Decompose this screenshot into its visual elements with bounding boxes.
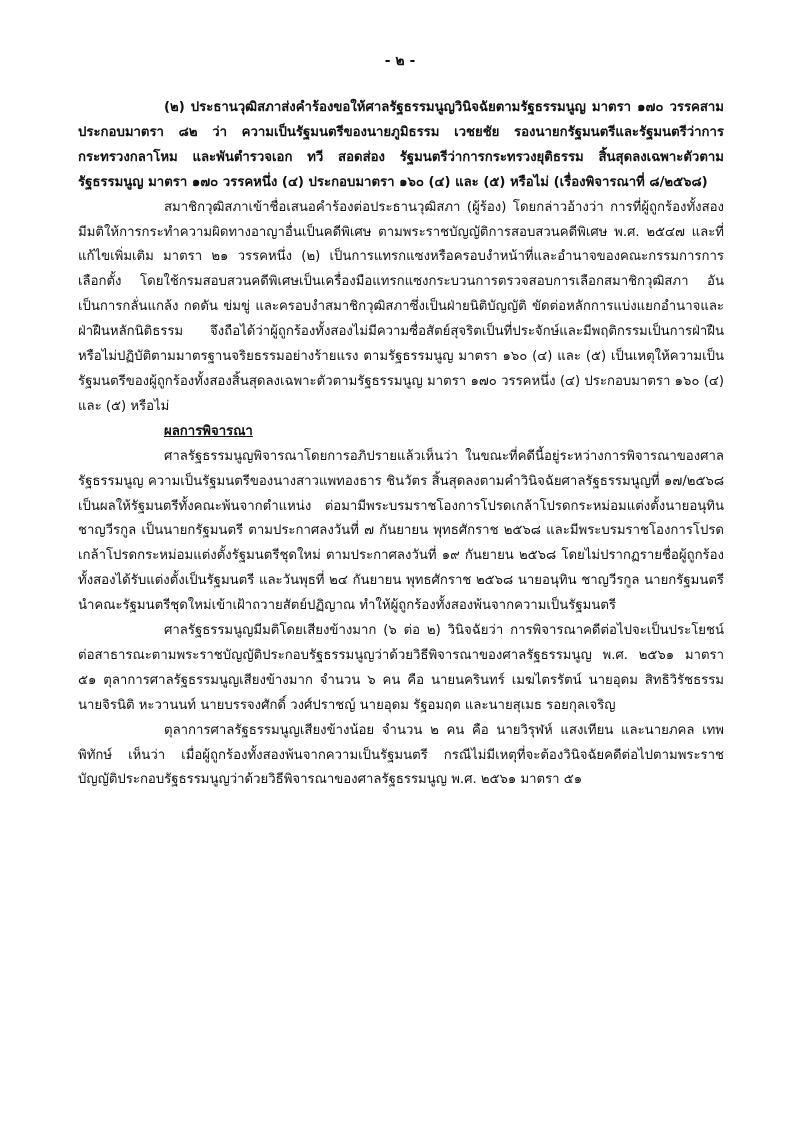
result-paragraph-2: ศาลรัฐธรรมนูญมีมติโดยเสียงข้างมาก (๖ ต่อ ๒) วินิจฉัยว่า การพิจารณาคดีต่อไปจะเป็นประโยชน์ต่อสาธารณะตามพระราชบัญญัติประกอบรัฐธรรมนูญว่าด้วยวิธีพิจารณาของศาลรัฐธรรมนูญ พ.ศ. ๒๕๖๑ มาตรา ๕๑ ตุลาการศาลรัฐธรรมนูญเสียงข้างมาก จำนวน ๖ คน คือ นายนครินทร์ เมฆไตรรัตน์ นายอุดม สิทธิวิรัชธรรม นายจิรนิติ หะวานนท์ นายบรรจงศักดิ์ วงศ์ปราชญ์ นายอุดม รัฐอมฤต และนายสุเมธ รอยกุลเจริญ [78, 623, 724, 713]
result-heading: ผลการพิจารณา [164, 423, 253, 439]
result-paragraph-3: ตุลาการศาลรัฐธรรมนูญเสียงข้างน้อย จำนวน ๒ คน คือ นายวิรุฬห์ แสงเทียน และนายภคล เทพพิทักษ์ เห็นว่า เมื่อผู้ถูกร้องทั้งสองพ้นจากความเป็นรัฐมนตรี กรณีไม่มีเหตุที่จะต้องวินิจฉัยคดีต่อไปตามพระราชบัญญัติประกอบรัฐธรรมนูญว่าด้วยวิธีพิจารณาของศาลรัฐธรรมนูญ พ.ศ. ๒๕๖๑ มาตรา ๕๑ [78, 722, 724, 788]
case-title: (๒) ประธานวุฒิสภาส่งคำร้องขอให้ศาลรัฐธรรมนูญวินิจฉัยตามรัฐธรรมนูญ มาตรา ๑๗๐ วรรคสาม ประกอบมาตรา ๘๒ ว่า ความเป็นรัฐมนตรีของนายภูมิธรรม เวชยชัย รองนายกรัฐมนตรีและรัฐมนตรีว่าการกระทรวงกลาโหม และพันตำรวจเอก ทวี สอดส่อง รัฐมนตรีว่าการกระทรวงยุติธรรม สิ้นสุดลงเฉพาะตัวตามรัฐธรรมนูญ มาตรา ๑๗๐ วรรคหนึ่ง (๔) ประกอบมาตรา ๑๖๐ (๔) และ (๕) หรือไม่ (เรื่องพิจารณาที่ ๘/๒๕๖๘) [78, 100, 724, 190]
petition-paragraph: สมาชิกวุฒิสภาเข้าชื่อเสนอคำร้องต่อประธานวุฒิสภา (ผู้ร้อง) โดยกล่าวอ้างว่า การที่ผู้ถูกร้องทั้งสองมีมติให้การกระทำความผิดทางอาญาอื่นเป็นคดีพิเศษ ตามพระราชบัญญัติการสอบสวนคดีพิเศษ พ.ศ. ๒๕๔๗ และที่แก้ไขเพิ่มเติม มาตรา ๒๑ วรรคหนึ่ง (๒) เป็นการแทรกแซงหรือครอบงำหน้าที่และอำนาจของคณะกรรมการการเลือกตั้ง โดยใช้กรมสอบสวนคดีพิเศษเป็นเครื่องมือแทรกแซงกระบวนการตรวจสอบการเลือกสมาชิกวุฒิสภา อันเป็นการกลั่นแกล้ง กดดัน ข่มขู่ และครอบงำสมาชิกวุฒิสภาซึ่งเป็นฝ่ายนิติบัญญัติ ขัดต่อหลักการแบ่งแยกอำนาจและฝ่าฝืนหลักนิติธรรม จึงถือได้ว่าผู้ถูกร้องทั้งสองไม่มีความซื่อสัตย์สุจริตเป็นที่ประจักษ์และมีพฤติกรรมเป็นการฝ่าฝืนหรือไม่ปฏิบัติตามมาตรฐานจริยธรรมอย่างร้ายแรง ตามรัฐธรรมนูญ มาตรา ๑๖๐ (๔) และ (๕) เป็นเหตุให้ความเป็นรัฐมนตรีของผู้ถูกร้องทั้งสองสิ้นสุดลงเฉพาะตัวตามรัฐธรรมนูญ มาตรา ๑๗๐ วรรคหนึ่ง (๔) ประกอบมาตรา ๑๖๐ (๔) และ (๕) หรือไม่ [78, 199, 724, 414]
document-body [78, 96, 724, 793]
result-paragraph-1: ศาลรัฐธรรมนูญพิจารณาโดยการอภิปรายแล้วเห็นว่า ในขณะที่คดีนี้อยู่ระหว่างการพิจารณาของศาลรัฐธรรมนูญ ความเป็นรัฐมนตรีของนางสาวแพทองธาร ชินวัตร สิ้นสุดลงตามคำวินิจฉัยศาลรัฐธรรมนูญที่ ๑๗/๒๕๖๘ เป็นผลให้รัฐมนตรีทั้งคณะพ้นจากตำแหน่ง ต่อมามีพระบรมราชโองการโปรดเกล้าโปรดกระหม่อมแต่งตั้งนายอนุทิน ชาญวีรกูล เป็นนายกรัฐมนตรี ตามประกาศลงวันที่ ๗ กันยายน พุทธศักราช ๒๕๖๘ และมีพระบรมราชโองการโปรดเกล้าโปรดกระหม่อมแต่งตั้งรัฐมนตรีชุดใหม่ ตามประกาศลงวันที่ ๑๙ กันยายน ๒๕๖๘ โดยไม่ปรากฏรายชื่อผู้ถูกร้องทั้งสองได้รับแต่งตั้งเป็นรัฐมนตรี และวันพุธที่ ๒๔ กันยายน พุทธศักราช ๒๕๖๘ นายอนุทิน ชาญวีรกูล นายกรัฐมนตรี นำคณะรัฐมนตรีชุดใหม่เข้าเฝ้าถวายสัตย์ปฏิญาณ ทำให้ผู้ถูกร้องทั้งสองพ้นจากความเป็นรัฐมนตรี [78, 448, 724, 614]
page-number: - ๒ - [384, 53, 416, 69]
